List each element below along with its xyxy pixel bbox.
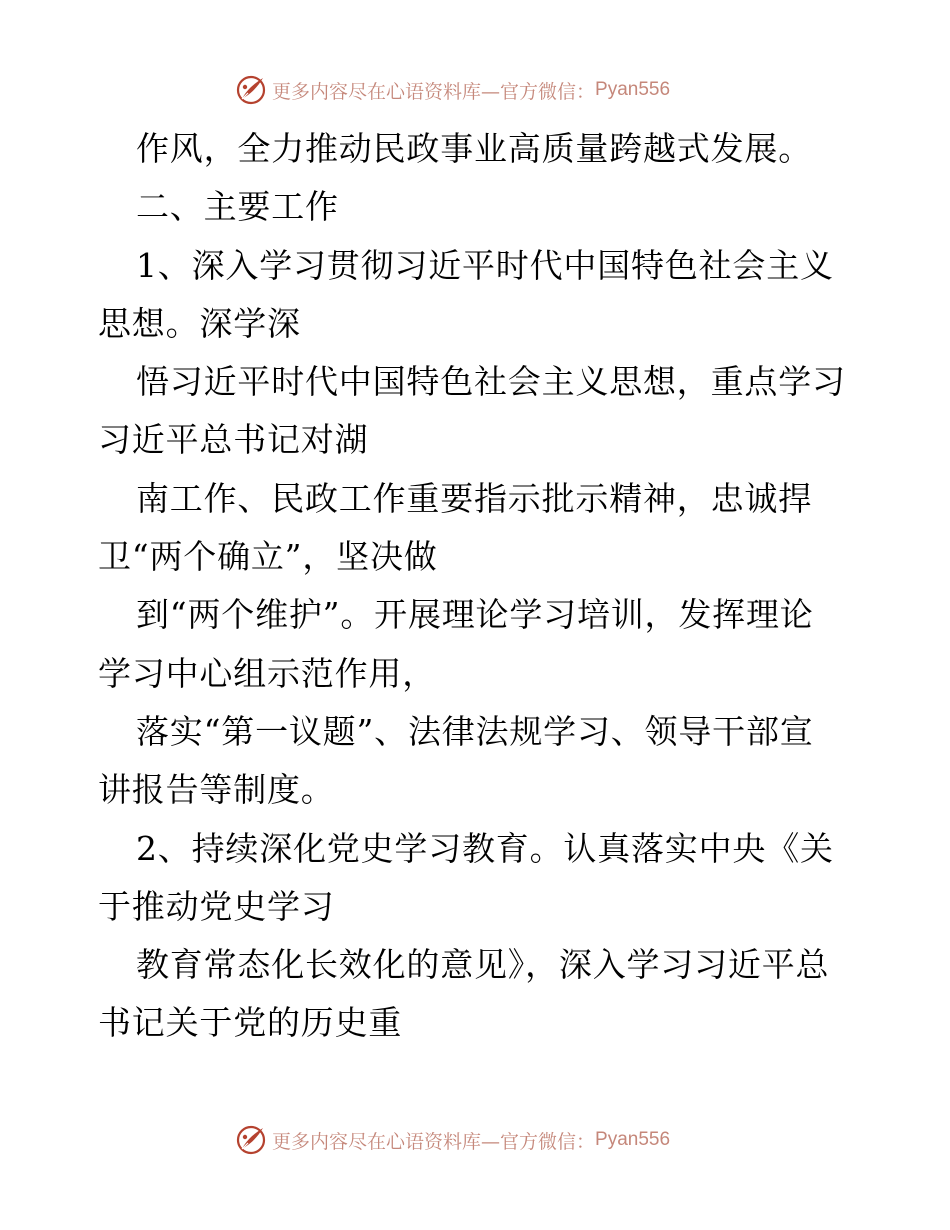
header-watermark [234, 72, 734, 108]
quill-pen-logo-icon [234, 1123, 268, 1157]
watermark-wechat-id: Pyan556 [595, 1129, 671, 1150]
text-line: 二、主要工作 [136, 187, 339, 227]
text-line: 落实“第一议题”、法律法规学习、领导干部宣 [136, 711, 814, 751]
text-line: 思想。深学深 [98, 303, 301, 343]
watermark-wechat-id: Pyan556 [595, 79, 671, 100]
text-line: 学习中心组示范作用， [98, 653, 436, 693]
text-line: 卫“两个确立”，坚决做 [98, 537, 438, 577]
text-line: 1、深入学习贯彻习近平时代中国特色社会主义 [136, 245, 834, 285]
text-line: 习近平总书记对湖 [98, 420, 369, 460]
text-line: 南工作、民政工作重要指示批示精神，忠诚捍 [136, 478, 812, 518]
text-line: 到“两个维护”。开展理论学习培训，发挥理论 [136, 595, 814, 635]
text-line: 作风，全力推动民政事业高质量跨越式发展。 [136, 129, 812, 168]
footer-watermark [234, 1122, 734, 1158]
text-line: 2、持续深化党史学习教育。认真落实中央《关 [136, 828, 834, 868]
watermark-text: 更多内容尽在心语资料库—官方微信： [272, 80, 596, 103]
text-line: 教育常态化长效化的意见》，深入学习习近平总 [136, 945, 830, 985]
document-body [98, 120, 868, 1053]
text-line: 讲报告等制度。 [98, 770, 335, 810]
text-line: 于推动党史学习 [98, 886, 335, 926]
text-line: 悟习近平时代中国特色社会主义思想，重点学习 [136, 362, 846, 402]
watermark-text: 更多内容尽在心语资料库—官方微信： [272, 1130, 596, 1153]
quill-pen-logo-icon [234, 73, 268, 107]
text-line: 书记关于党的历史重 [98, 1003, 403, 1043]
